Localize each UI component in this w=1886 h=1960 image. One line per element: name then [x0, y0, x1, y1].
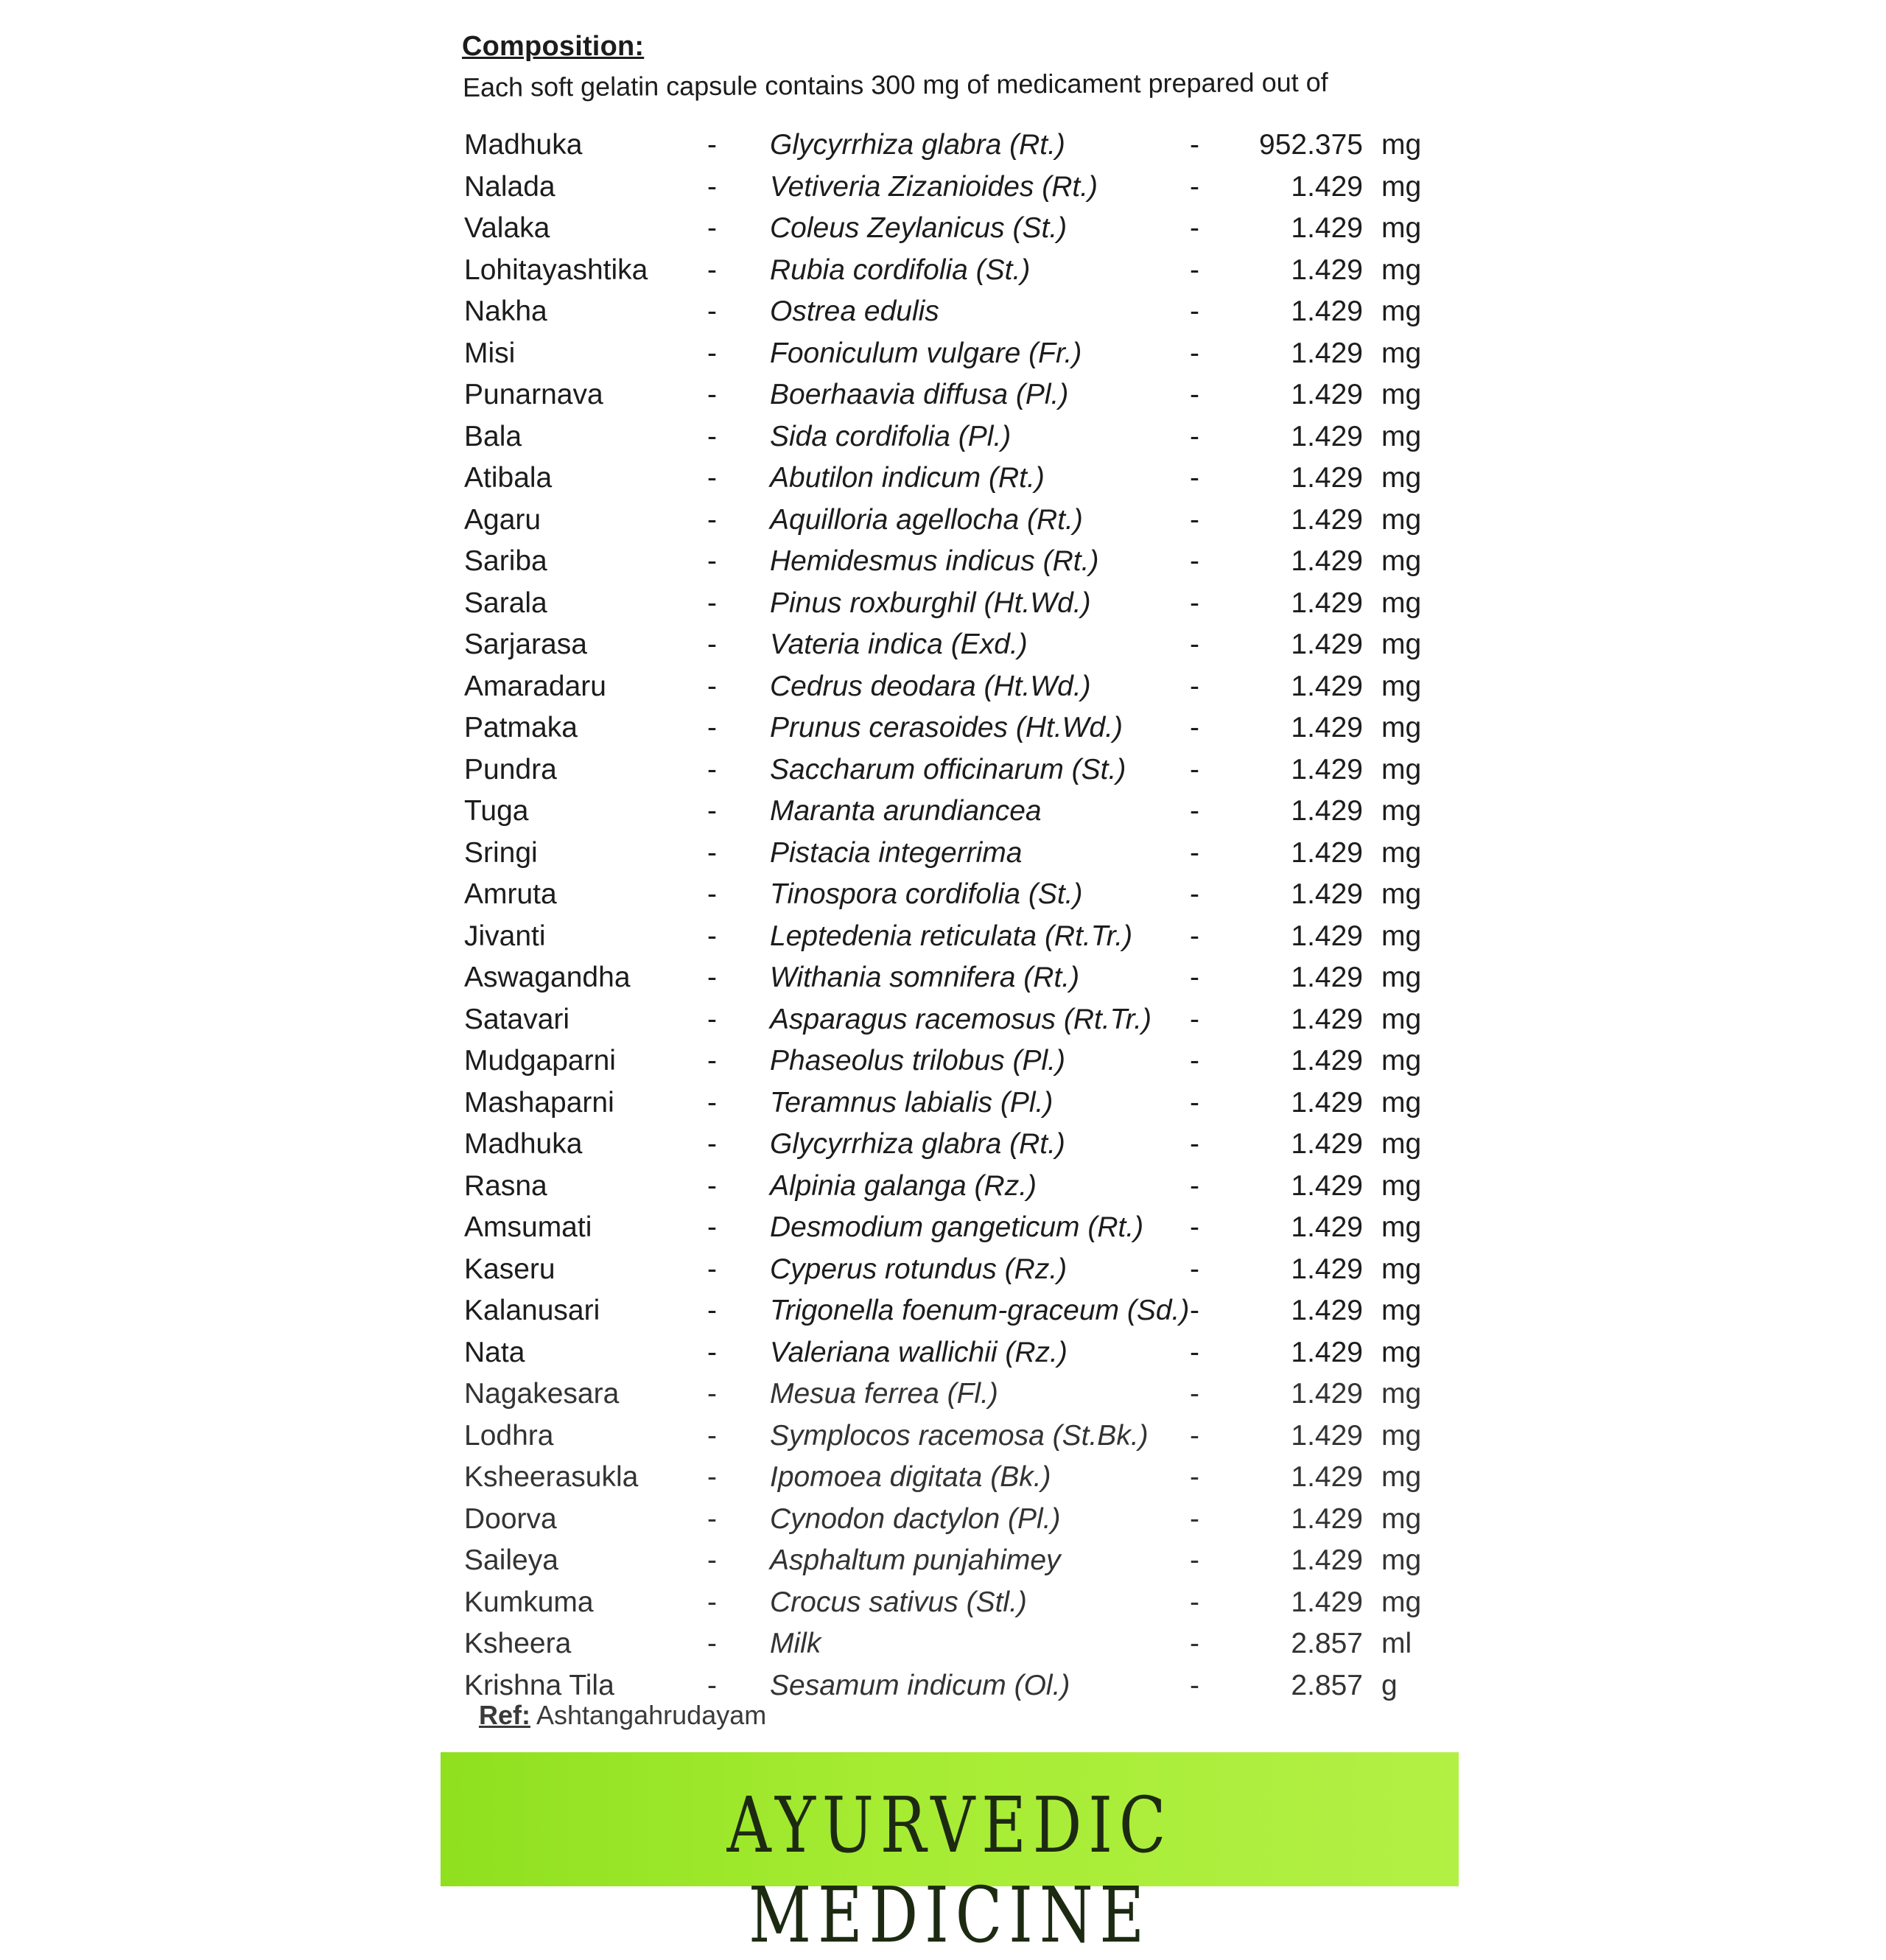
separator-dash: -: [707, 1669, 717, 1701]
ingredient-scientific-name: Pinus roxburghil (Ht.Wd.): [770, 587, 1091, 619]
ingredient-scientific-name: Crocus sativus (Stl.): [770, 1586, 1027, 1618]
ingredient-row: [464, 1211, 1496, 1253]
separator-dash: -: [707, 503, 717, 536]
ingredient-row: [464, 1628, 1496, 1670]
ingredient-name: Amaradaru: [464, 670, 606, 702]
ingredient-name: Aswagandha: [464, 962, 631, 993]
separator-dash: -: [707, 1586, 717, 1618]
ingredient-unit: mg: [1381, 545, 1422, 577]
separator-dash: -: [1190, 587, 1199, 619]
ingredient-scientific-name: Vetiveria Zizanioides (Rt.): [770, 170, 1098, 203]
ingredient-unit: mg: [1381, 1378, 1422, 1410]
ingredient-quantity: 1.429: [1291, 878, 1363, 910]
separator-dash: -: [1190, 253, 1199, 286]
ingredient-quantity: 1.429: [1291, 462, 1363, 494]
ingredient-row: [464, 629, 1496, 671]
ingredient-quantity: 2.857: [1291, 1669, 1363, 1701]
ingredient-name: Kalanusari: [464, 1295, 600, 1326]
separator-dash: -: [707, 1378, 717, 1410]
separator-dash: -: [1190, 1045, 1199, 1077]
ingredient-name: Nalada: [464, 170, 555, 203]
separator-dash: -: [707, 462, 717, 494]
ingredient-quantity: 1.429: [1291, 962, 1363, 993]
separator-dash: -: [1190, 1211, 1199, 1243]
ingredient-unit: mg: [1381, 295, 1422, 327]
separator-dash: -: [1190, 1128, 1199, 1160]
ingredient-quantity: 1.429: [1291, 1045, 1363, 1077]
ingredient-quantity: 1.429: [1291, 920, 1363, 952]
separator-dash: -: [1190, 1502, 1199, 1535]
ingredient-row: [464, 1461, 1496, 1503]
ingredient-row: [464, 1004, 1496, 1046]
ingredient-row: [464, 254, 1496, 296]
ingredient-row: [464, 1128, 1496, 1170]
separator-dash: -: [707, 1295, 717, 1326]
ingredient-row: [464, 1544, 1496, 1586]
ingredient-quantity: 1.429: [1291, 1419, 1363, 1452]
separator-dash: -: [707, 1253, 717, 1285]
ingredient-quantity: 1.429: [1291, 170, 1363, 203]
ingredient-quantity: 1.429: [1291, 836, 1363, 869]
ingredient-scientific-name: Asparagus racemosus (Rt.Tr.): [770, 1003, 1151, 1035]
separator-dash: -: [707, 1461, 717, 1493]
ingredient-row: [464, 1378, 1496, 1420]
ingredient-name: Atibala: [464, 462, 553, 494]
ingredient-unit: mg: [1381, 170, 1422, 203]
banner-text: AYURVEDIC MEDICINE: [726, 1780, 1173, 1960]
ingredient-quantity: 1.429: [1291, 712, 1363, 743]
ingredient-row: [464, 878, 1496, 920]
ingredient-name: Amsumati: [464, 1211, 592, 1243]
separator-dash: -: [707, 379, 717, 410]
ingredient-unit: mg: [1381, 1211, 1422, 1243]
separator-dash: -: [1190, 753, 1199, 785]
ingredient-unit: mg: [1381, 878, 1422, 910]
separator-dash: -: [707, 1169, 717, 1202]
ingredient-row: [464, 129, 1496, 171]
separator-dash: -: [1190, 1461, 1199, 1493]
ingredient-name: Lodhra: [464, 1419, 554, 1452]
separator-dash: -: [1190, 503, 1199, 536]
separator-dash: -: [1190, 1086, 1199, 1119]
ingredient-unit: mg: [1381, 337, 1422, 369]
separator-dash: -: [1190, 1295, 1199, 1326]
ingredient-quantity: 1.429: [1291, 1378, 1363, 1410]
ingredient-unit: mg: [1381, 587, 1422, 619]
ingredient-name: Amruta: [464, 878, 557, 910]
separator-dash: -: [1190, 1336, 1199, 1368]
ingredient-unit: mg: [1381, 253, 1422, 286]
ingredient-row: [464, 1420, 1496, 1462]
ingredient-name: Saileya: [464, 1544, 558, 1576]
ingredient-scientific-name: Glycyrrhiza glabra (Rt.): [770, 1128, 1065, 1160]
ingredient-name: Rasna: [464, 1169, 547, 1202]
ingredient-scientific-name: Tinospora cordifolia (St.): [770, 878, 1083, 910]
separator-dash: -: [1190, 836, 1199, 869]
ingredient-quantity: 1.429: [1291, 1086, 1363, 1119]
separator-dash: -: [1190, 212, 1199, 244]
separator-dash: -: [707, 670, 717, 702]
separator-dash: -: [707, 1128, 717, 1160]
ingredient-scientific-name: Vateria indica (Exd.): [770, 629, 1028, 660]
ingredient-scientific-name: Trigonella foenum-graceum (Sd.): [770, 1295, 1190, 1326]
ingredient-quantity: 1.429: [1291, 1003, 1363, 1035]
ingredient-unit: mg: [1381, 462, 1422, 494]
ingredient-name: Kumkuma: [464, 1586, 594, 1618]
ingredient-name: Sarjarasa: [464, 629, 587, 660]
ingredient-row: [464, 587, 1496, 629]
ingredient-unit: mg: [1381, 962, 1422, 993]
reference-label: Ref:: [479, 1700, 530, 1730]
ingredient-unit: mg: [1381, 1419, 1422, 1452]
ingredient-unit: mg: [1381, 753, 1422, 785]
separator-dash: -: [1190, 1169, 1199, 1202]
ingredient-scientific-name: Aquilloria agellocha (Rt.): [770, 503, 1083, 536]
ingredient-unit: mg: [1381, 503, 1422, 536]
separator-dash: -: [707, 253, 717, 286]
separator-dash: -: [1190, 629, 1199, 660]
ingredient-name: Valaka: [464, 212, 550, 244]
ingredient-name: Sarala: [464, 587, 547, 619]
ingredient-scientific-name: Milk: [770, 1628, 821, 1659]
separator-dash: -: [1190, 712, 1199, 743]
ayurvedic-medicine-banner: [441, 1752, 1459, 1960]
ingredient-unit: mg: [1381, 836, 1422, 869]
separator-dash: -: [707, 836, 717, 869]
ingredient-row: [464, 754, 1496, 796]
ingredient-unit: mg: [1381, 1586, 1422, 1618]
ingredient-row: [464, 504, 1496, 546]
ingredient-row: [464, 1337, 1496, 1379]
separator-dash: -: [707, 170, 717, 203]
ingredient-row: [464, 795, 1496, 837]
ingredient-unit: mg: [1381, 1253, 1422, 1285]
composition-heading: Composition:: [462, 31, 645, 62]
ingredient-scientific-name: Leptedenia reticulata (Rt.Tr.): [770, 920, 1133, 952]
separator-dash: -: [707, 1086, 717, 1119]
ingredient-quantity: 1.429: [1291, 753, 1363, 785]
ingredient-scientific-name: Symplocos racemosa (St.Bk.): [770, 1419, 1149, 1452]
separator-dash: -: [707, 1211, 717, 1243]
ingredient-name: Kaseru: [464, 1253, 555, 1285]
ingredient-row: [464, 1045, 1496, 1087]
separator-dash: -: [707, 129, 717, 161]
ingredient-scientific-name: Cyperus rotundus (Rz.): [770, 1253, 1068, 1285]
ingredient-quantity: 1.429: [1291, 629, 1363, 660]
ingredient-scientific-name: Boerhaavia diffusa (Pl.): [770, 379, 1069, 410]
ingredient-quantity: 1.429: [1291, 420, 1363, 452]
ingredient-unit: mg: [1381, 420, 1422, 452]
reference-line: [479, 1700, 766, 1731]
ingredient-name: Madhuka: [464, 1128, 583, 1160]
reference-value: Ashtangahrudayam: [536, 1700, 767, 1730]
ingredient-quantity: 1.429: [1291, 587, 1363, 619]
separator-dash: -: [1190, 545, 1199, 577]
ingredient-row: [464, 421, 1496, 463]
ingredient-scientific-name: Desmodium gangeticum (Rt.): [770, 1211, 1144, 1243]
ingredient-quantity: 1.429: [1291, 670, 1363, 702]
separator-dash: -: [707, 212, 717, 244]
ingredient-row: [464, 920, 1496, 962]
separator-dash: -: [1190, 170, 1199, 203]
ingredient-row: [464, 962, 1496, 1004]
separator-dash: -: [1190, 1544, 1199, 1576]
ingredient-quantity: 1.429: [1291, 1586, 1363, 1618]
ingredient-row: [464, 1170, 1496, 1212]
separator-dash: -: [707, 420, 717, 452]
ingredient-name: Pundra: [464, 753, 557, 785]
ingredient-unit: mg: [1381, 1336, 1422, 1368]
separator-dash: -: [707, 337, 717, 369]
ingredient-unit: mg: [1381, 712, 1422, 743]
ingredient-unit: mg: [1381, 795, 1422, 827]
ingredient-name: Bala: [464, 420, 522, 452]
ingredient-unit: mg: [1381, 920, 1422, 952]
ingredient-name: Jivanti: [464, 920, 546, 952]
ingredient-row: [464, 545, 1496, 587]
ingredient-unit: mg: [1381, 212, 1422, 244]
separator-dash: -: [1190, 1419, 1199, 1452]
ingredient-scientific-name: Saccharum officinarum (St.): [770, 753, 1126, 785]
ingredient-name: Punarnava: [464, 379, 603, 410]
ingredient-quantity: 1.429: [1291, 379, 1363, 410]
ingredient-unit: g: [1381, 1669, 1398, 1701]
separator-dash: -: [707, 1628, 717, 1659]
ingredient-quantity: 1.429: [1291, 1502, 1363, 1535]
ingredient-quantity: 1.429: [1291, 1544, 1363, 1576]
ingredient-quantity: 1.429: [1291, 1169, 1363, 1202]
ingredient-quantity: 1.429: [1291, 253, 1363, 286]
ingredient-quantity: 1.429: [1291, 212, 1363, 244]
ingredient-unit: mg: [1381, 379, 1422, 410]
separator-dash: -: [1190, 379, 1199, 410]
ingredient-table: [464, 129, 1496, 1711]
ingredient-name: Patmaka: [464, 712, 578, 743]
ingredient-scientific-name: Glycyrrhiza glabra (Rt.): [770, 129, 1065, 161]
composition-intro: Each soft gelatin capsule contains 300 mg of medicament prepared out of: [462, 66, 1328, 102]
ingredient-row: [464, 837, 1496, 879]
separator-dash: -: [707, 712, 717, 743]
ingredient-quantity: 1.429: [1291, 1211, 1363, 1243]
ingredient-name: Krishna Tila: [464, 1669, 614, 1701]
ingredient-quantity: 1.429: [1291, 1128, 1363, 1160]
ingredient-name: Doorva: [464, 1502, 557, 1535]
separator-dash: -: [707, 1003, 717, 1035]
ingredient-scientific-name: Withania somnifera (Rt.): [770, 962, 1080, 993]
ingredient-unit: mg: [1381, 1169, 1422, 1202]
ingredient-unit: mg: [1381, 1086, 1422, 1119]
separator-dash: -: [707, 1336, 717, 1368]
separator-dash: -: [707, 962, 717, 993]
ingredient-quantity: 1.429: [1291, 337, 1363, 369]
ingredient-scientific-name: Rubia cordifolia (St.): [770, 253, 1031, 286]
separator-dash: -: [1190, 1586, 1199, 1618]
separator-dash: -: [1190, 920, 1199, 952]
ingredient-name: Nagakesara: [464, 1378, 620, 1410]
ingredient-scientific-name: Sesamum indicum (Ol.): [770, 1669, 1070, 1701]
ingredient-row: [464, 1253, 1496, 1295]
ingredient-row: [464, 212, 1496, 254]
ingredient-unit: ml: [1381, 1628, 1412, 1659]
separator-dash: -: [1190, 420, 1199, 452]
separator-dash: -: [707, 629, 717, 660]
ingredient-name: Lohitayashtika: [464, 253, 648, 286]
separator-dash: -: [1190, 462, 1199, 494]
separator-dash: -: [707, 878, 717, 910]
separator-dash: -: [1190, 878, 1199, 910]
ingredient-scientific-name: Ipomoea digitata (Bk.): [770, 1461, 1051, 1493]
ingredient-scientific-name: Ostrea edulis: [770, 295, 939, 327]
ingredient-scientific-name: Phaseolus trilobus (Pl.): [770, 1045, 1066, 1077]
ingredient-unit: mg: [1381, 629, 1422, 660]
ingredient-row: [464, 171, 1496, 213]
ingredient-name: Misi: [464, 337, 516, 369]
ingredient-row: [464, 1295, 1496, 1337]
ingredient-scientific-name: Mesua ferrea (Fl.): [770, 1378, 998, 1410]
ingredient-scientific-name: Cynodon dactylon (Pl.): [770, 1502, 1061, 1535]
ingredient-name: Madhuka: [464, 129, 583, 161]
separator-dash: -: [1190, 1628, 1199, 1659]
ingredient-quantity: 1.429: [1291, 795, 1363, 827]
separator-dash: -: [707, 920, 717, 952]
ingredient-quantity: 2.857: [1291, 1628, 1363, 1659]
ingredient-unit: mg: [1381, 1045, 1422, 1077]
separator-dash: -: [707, 545, 717, 577]
ingredient-scientific-name: Sida cordifolia (Pl.): [770, 420, 1012, 452]
ingredient-row: [464, 295, 1496, 337]
ingredient-name: Nata: [464, 1336, 525, 1368]
separator-dash: -: [707, 1045, 717, 1077]
ingredient-row: [464, 462, 1496, 504]
ingredient-scientific-name: Fooniculum vulgare (Fr.): [770, 337, 1082, 369]
ingredient-name: Tuga: [464, 795, 529, 827]
ingredient-quantity: 952.375: [1259, 129, 1363, 161]
ingredient-row: [464, 1586, 1496, 1628]
ingredient-name: Sariba: [464, 545, 547, 577]
separator-dash: -: [1190, 1378, 1199, 1410]
separator-dash: -: [1190, 129, 1199, 161]
ingredient-scientific-name: Hemidesmus indicus (Rt.): [770, 545, 1099, 577]
ingredient-scientific-name: Abutilon indicum (Rt.): [770, 462, 1045, 494]
ingredient-row: [464, 337, 1496, 379]
ingredient-scientific-name: Valeriana wallichii (Rz.): [770, 1336, 1068, 1368]
ingredient-row: [464, 712, 1496, 754]
ingredient-unit: mg: [1381, 670, 1422, 702]
ingredient-row: [464, 1087, 1496, 1129]
ingredient-unit: mg: [1381, 1502, 1422, 1535]
separator-dash: -: [707, 295, 717, 327]
ingredient-name: Ksheera: [464, 1628, 572, 1659]
ingredient-name: Nakha: [464, 295, 547, 327]
separator-dash: -: [707, 587, 717, 619]
ingredient-unit: mg: [1381, 1461, 1422, 1493]
ingredient-unit: mg: [1381, 1003, 1422, 1035]
ingredient-scientific-name: Cedrus deodara (Ht.Wd.): [770, 670, 1091, 702]
separator-dash: -: [707, 1419, 717, 1452]
ingredient-scientific-name: Maranta arundiancea: [770, 795, 1042, 827]
ingredient-row: [464, 379, 1496, 421]
separator-dash: -: [707, 753, 717, 785]
ingredient-quantity: 1.429: [1291, 503, 1363, 536]
separator-dash: -: [707, 1544, 717, 1576]
ingredient-quantity: 1.429: [1291, 1336, 1363, 1368]
ingredient-unit: mg: [1381, 1295, 1422, 1326]
separator-dash: -: [707, 1502, 717, 1535]
ingredient-name: Satavari: [464, 1003, 570, 1035]
separator-dash: -: [1190, 1253, 1199, 1285]
ingredient-unit: mg: [1381, 1544, 1422, 1576]
ingredient-quantity: 1.429: [1291, 1253, 1363, 1285]
ingredient-scientific-name: Asphaltum punjahimey: [770, 1544, 1061, 1576]
ingredient-name: Agaru: [464, 503, 541, 536]
ingredient-scientific-name: Alpinia galanga (Rz.): [770, 1169, 1037, 1202]
ingredient-name: Mudgaparni: [464, 1045, 616, 1077]
ingredient-unit: mg: [1381, 129, 1422, 161]
ingredient-quantity: 1.429: [1291, 545, 1363, 577]
ingredient-scientific-name: Pistacia integerrima: [770, 836, 1023, 869]
separator-dash: -: [1190, 295, 1199, 327]
separator-dash: -: [1190, 337, 1199, 369]
ingredient-row: [464, 671, 1496, 713]
ingredient-scientific-name: Prunus cerasoides (Ht.Wd.): [770, 712, 1123, 743]
separator-dash: -: [707, 795, 717, 827]
ingredient-scientific-name: Teramnus labialis (Pl.): [770, 1086, 1054, 1119]
separator-dash: -: [1190, 1669, 1199, 1701]
separator-dash: -: [1190, 670, 1199, 702]
ingredient-quantity: 1.429: [1291, 295, 1363, 327]
ingredient-scientific-name: Coleus Zeylanicus (St.): [770, 212, 1068, 244]
separator-dash: -: [1190, 962, 1199, 993]
ingredient-name: Ksheerasukla: [464, 1461, 639, 1493]
separator-dash: -: [1190, 1003, 1199, 1035]
ingredient-name: Mashaparni: [464, 1086, 614, 1119]
ingredient-quantity: 1.429: [1291, 1295, 1363, 1326]
ingredient-quantity: 1.429: [1291, 1461, 1363, 1493]
ingredient-name: Sringi: [464, 836, 538, 869]
ingredient-unit: mg: [1381, 1128, 1422, 1160]
separator-dash: -: [1190, 795, 1199, 827]
ingredient-row: [464, 1503, 1496, 1545]
